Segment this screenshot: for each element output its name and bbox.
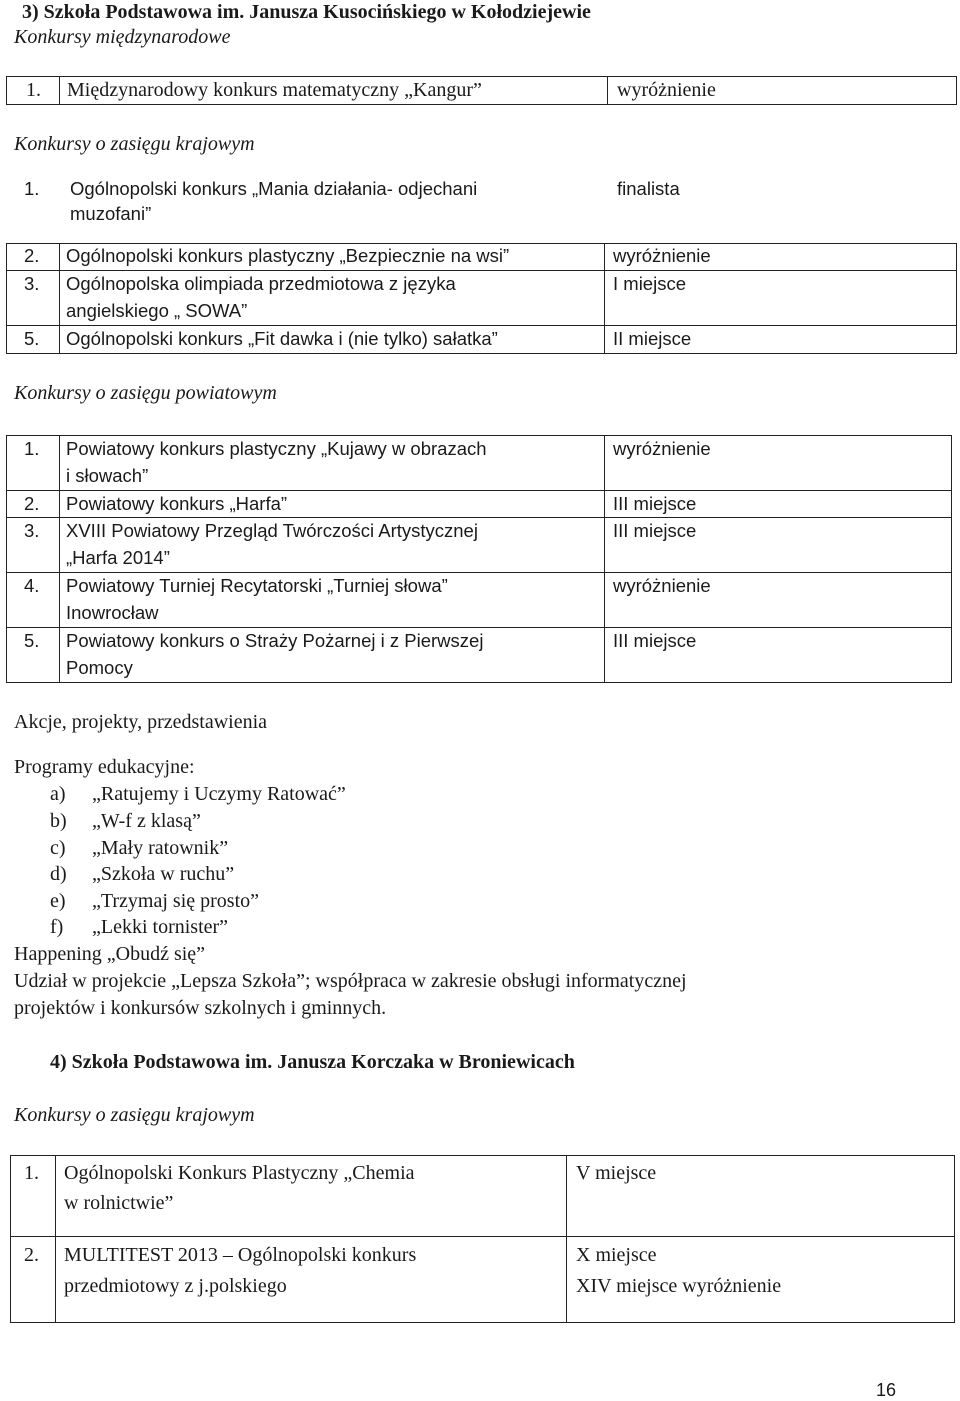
programs-label: Programy edukacyjne: bbox=[14, 756, 195, 778]
program-item: „Ratujemy i Uczymy Ratować” bbox=[92, 783, 346, 805]
district-label: Konkursy o zasięgu powiatowym bbox=[14, 382, 277, 404]
district-row-name: XVIII Powiatowy Przegląd Twórczości Artystycznej bbox=[66, 520, 478, 541]
program-letter: a) bbox=[50, 783, 66, 805]
intl-row-name: Międzynarodowy konkurs matematyczny „Kangur” bbox=[67, 79, 482, 101]
intl-label: Konkursy międzynarodowe bbox=[14, 26, 231, 48]
program-letter: d) bbox=[50, 863, 67, 885]
section4-row-name: MULTITEST 2013 – Ogólnopolski konkurs bbox=[64, 1244, 417, 1266]
program-item: „Trzymaj się prosto” bbox=[92, 890, 260, 912]
intl-row-result: wyróżnienie bbox=[617, 79, 716, 101]
section4-table-divider bbox=[566, 1155, 567, 1323]
section4-row-name-cont: przedmiotowy z j.polskiego bbox=[64, 1275, 287, 1297]
national-row-name: Ogólnopolski konkurs „Fit dawka i (nie tylko) sałatka” bbox=[66, 328, 498, 349]
district-row-num: 2. bbox=[24, 493, 40, 514]
project-text: Udział w projekcie „Lepsza Szkoła”; współpraca w zakresie obsługi informatycznej bbox=[14, 970, 687, 992]
national-row-name: Ogólnopolska olimpiada przedmiotowa z języka bbox=[66, 273, 456, 294]
program-item: „Mały ratownik” bbox=[92, 837, 229, 859]
section4-row-result-cont: XIV miejsce wyróżnienie bbox=[576, 1275, 782, 1297]
district-row-name: Powiatowy konkurs o Straży Pożarnej i z Pierwszej bbox=[66, 630, 484, 651]
district-row-result: III miejsce bbox=[613, 493, 697, 514]
national-row-result: finalista bbox=[617, 178, 680, 199]
section4-row-result: X miejsce bbox=[576, 1244, 657, 1266]
section3-heading: 3) Szkoła Podstawowa im. Janusza Kusocińskiego w Kołodziejewie bbox=[22, 1, 591, 23]
national-row-name: Ogólnopolski konkurs plastyczny „Bezpiecznie na wsi” bbox=[66, 245, 510, 266]
district-table-divider bbox=[604, 435, 605, 683]
district-table-divider bbox=[59, 435, 60, 683]
intl-table-divider bbox=[59, 76, 60, 105]
program-item: „Szkoła w ruchu” bbox=[92, 863, 235, 885]
national-row-num: 5. bbox=[24, 328, 40, 349]
section4-row-num: 1. bbox=[24, 1162, 39, 1184]
district-row-result: wyróżnienie bbox=[613, 438, 711, 459]
section4-row-name: Ogólnopolski Konkurs Plastyczny „Chemia bbox=[64, 1162, 415, 1184]
happening-text: Happening „Obudź się” bbox=[14, 943, 206, 965]
district-row-num: 4. bbox=[24, 575, 40, 596]
national-row-num: 3. bbox=[24, 273, 40, 294]
program-letter: f) bbox=[50, 916, 64, 938]
district-row-num: 5. bbox=[24, 630, 40, 651]
section4-table-rule bbox=[10, 1236, 955, 1237]
program-letter: e) bbox=[50, 890, 66, 912]
national-row-num: 2. bbox=[24, 245, 40, 266]
national-row-num: 1. bbox=[24, 178, 40, 199]
national-label: Konkursy o zasięgu krajowym bbox=[14, 133, 255, 155]
intl-row-num: 1. bbox=[26, 79, 41, 101]
section4-row-num: 2. bbox=[24, 1244, 39, 1266]
program-item: „W-f z klasą” bbox=[92, 810, 201, 832]
section4-national-label: Konkursy o zasięgu krajowym bbox=[14, 1104, 255, 1126]
national-row-result: II miejsce bbox=[613, 328, 692, 349]
district-row-name-cont: i słowach” bbox=[66, 465, 149, 486]
actions-label: Akcje, projekty, przedstawienia bbox=[14, 711, 268, 733]
program-letter: c) bbox=[50, 837, 66, 859]
national-table-divider bbox=[604, 243, 605, 354]
section4-table-divider bbox=[55, 1155, 56, 1323]
intl-table-divider bbox=[607, 76, 608, 105]
national-row-name-cont: muzofani” bbox=[70, 203, 152, 224]
program-letter: b) bbox=[50, 810, 67, 832]
national-table-divider bbox=[59, 243, 60, 354]
district-row-num: 1. bbox=[24, 438, 40, 459]
program-item: „Lekki tornister” bbox=[92, 916, 229, 938]
district-row-result: III miejsce bbox=[613, 630, 697, 651]
district-row-result: III miejsce bbox=[613, 520, 697, 541]
national-row-result: wyróżnienie bbox=[613, 245, 711, 266]
page-number: 16 bbox=[876, 1380, 897, 1400]
district-row-num: 3. bbox=[24, 520, 40, 541]
section4-row-result: V miejsce bbox=[576, 1162, 657, 1184]
section4-heading: 4) Szkoła Podstawowa im. Janusza Korczaka w Broniewicach bbox=[50, 1051, 575, 1073]
district-row-name: Powiatowy konkurs plastyczny „Kujawy w obrazach bbox=[66, 438, 487, 459]
district-row-result: wyróżnienie bbox=[613, 575, 711, 596]
national-row-result: I miejsce bbox=[613, 273, 686, 294]
section4-row-name-cont: w rolnictwie” bbox=[64, 1192, 174, 1214]
district-row-name-cont: Inowrocław bbox=[66, 602, 159, 623]
project-text-cont: projektów i konkursów szkolnych i gminnych. bbox=[14, 997, 387, 1019]
national-row-name: Ogólnopolski konkurs „Mania działania- odjechani bbox=[70, 178, 478, 199]
national-row-name-cont: angielskiego „ SOWA” bbox=[66, 300, 248, 321]
district-row-name-cont: Pomocy bbox=[66, 657, 133, 678]
district-row-name: Powiatowy Turniej Recytatorski „Turniej słowa” bbox=[66, 575, 448, 596]
district-row-name-cont: „Harfa 2014” bbox=[66, 547, 170, 568]
district-row-name: Powiatowy konkurs „Harfa” bbox=[66, 493, 288, 514]
